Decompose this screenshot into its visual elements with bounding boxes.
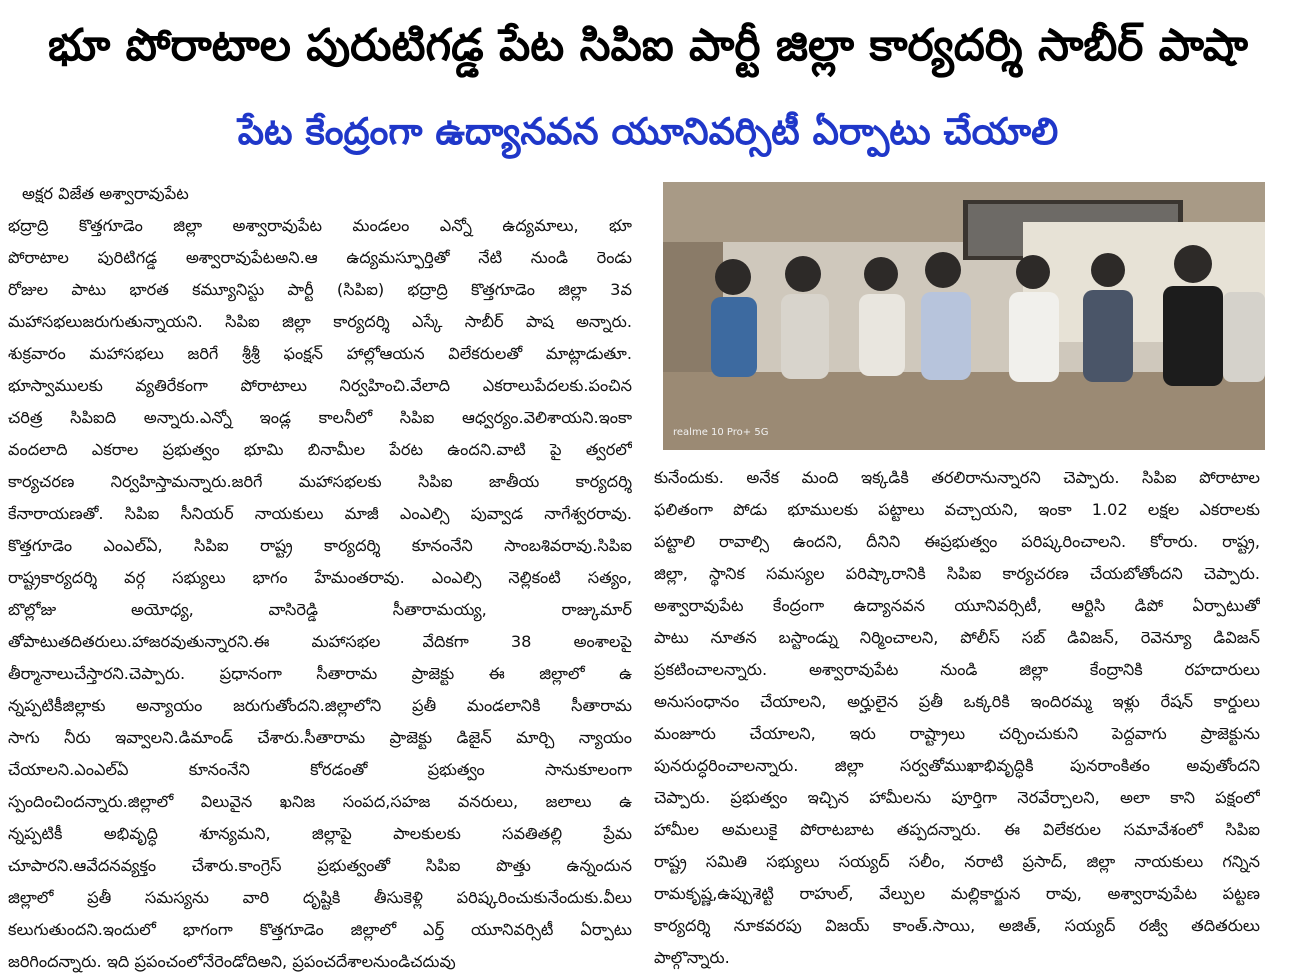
text-line: ఫలితంగా పోడు భూములకు పట్టాలు వచ్చాయని, ఇంకా 1.02 లక్షల ఎకరాలకు: [654, 500, 1260, 519]
text-line: పాటు నూతన బస్టాండ్ను నిర్మించాలని, పోలీస్ సబ్ డివిజన్, రెవెన్యూ డివిజన్: [654, 628, 1260, 647]
text-line: కేనారాయణతో. సిపిఐ సీనియర్ నాయకులు మాజీ ఎంఎల్సి పువ్వాడ నాగేశ్వరరావు.: [8, 504, 632, 523]
text-line: రోజుల పాటు భారత కమ్యూనిస్టు పార్టీ (సిపిఐ) భద్రాద్రి కొత్తగూడెం జిల్లా 3వ: [8, 280, 632, 299]
text-line: కలుగుతుందని.ఇందులో భాగంగా కొత్తగూడెం జిల్లాలో ఎర్త్ యూనివర్సిటీ ఏర్పాటు: [8, 920, 632, 939]
text-line: కొత్తగూడెం ఎంఎల్ఏ, సిపిఐ రాష్ట్ర కార్యదర్శి కూనంనేని సాంబశివరావు.సిపిఐ: [8, 536, 632, 555]
subheadline: పేట కేంద్రంగా ఉద్యానవన యూనివర్సిటీ ఏర్పాటు చేయాలి: [237, 110, 1059, 153]
text-line: భద్రాద్రి కొత్తగూడెం జిల్లా అశ్వారావుపేట మండలం ఎన్నో ఉద్యమాలు, భూ: [8, 216, 632, 235]
text-line: న్నప్పటికీ అభివృద్ధి శూన్యమని, జిల్లాపై పాలకులకు సవతితల్లి ప్రేమ: [8, 824, 632, 843]
text-line: జిల్లాలో ప్రతీ సమస్యను వారి దృష్టికి తీసుకెళ్లి పరిష్కరించుకునేందుకు.వీలు: [8, 888, 632, 907]
text-line: పోరాటాల పురిటిగడ్డ అశ్వారావుపేటఅని.ఆ ఉద్యమస్ఫూర్తితో నేటి నుండి రెండు: [8, 248, 632, 267]
text-line: చూపారని.ఆవేదనవ్యక్తం చేశారు.కాంగ్రెస్ ప్రభుత్వంతో సిపిఐ పొత్తు ఉన్నందున: [8, 856, 632, 875]
text-line: న్నప్పటికీజిల్లాకు అన్యాయం జరుగుతోందని.జిల్లాలోని ప్రతీ మండలానికి సీతారామ: [8, 696, 632, 715]
right-column: [654, 462, 1260, 974]
text-line: సాగు నీరు ఇవ్వాలని.డిమాండ్ చేశారు.సీతారామ ప్రాజెక్టు డిజైన్ మార్చి న్యాయం: [8, 728, 632, 747]
text-line: జిల్లా, స్థానిక సమస్యల పరిష్కారానికి సిపిఐ కార్యచరణ చేయబోతోందని చెప్పారు.: [654, 564, 1260, 583]
headline: భూ పోరాటాల పురుటిగడ్డ పేట సిపిఐ పార్టీ జిల్లా కార్యదర్శి సాబీర్ పాషా: [47, 20, 1249, 71]
text-line: పునరుద్ధరించాలన్నారు. జిల్లా సర్వతోముఖాభివృద్ధికి పునరాంకితం అవుతోందని: [654, 756, 1260, 775]
text-line: అనుసంధానం చేయాలని, అర్హులైన ప్రతీ ఒక్కరికి ఇందిరమ్మ ఇళ్లు రేషన్ కార్డులు: [654, 692, 1260, 711]
text-line: ప్రకటించాలన్నారు. అశ్వారావుపేట నుండి జిల్లా కేంద్రానికి రహదారులు: [654, 660, 1260, 679]
text-line: శుక్రవారం మహాసభలు జరిగే శ్రీశ్రీ ఫంక్షన్ హాల్లోఆయన విలేకరులతో మాట్లాడుతూ.: [8, 344, 632, 363]
text-line: భూస్వాములకు వ్యతిరేకంగా పోరాటాలు నిర్వహించి.వేలాది ఎకరాలుపేదలకు.పంచిన: [8, 376, 632, 395]
text-line: వందలాది ఎకరాల ప్రభుత్వం భూమి బినామీల పేరట ఉందని.వాటి పై త్వరలో: [8, 440, 632, 459]
text-line: పట్టాలి రావాల్సి ఉందని, దీనిని ఈప్రభుత్వం పరిష్కరించాలని. కోరారు. రాష్ట్ర,: [654, 532, 1260, 551]
text-line: కునేందుకు. అనేక మంది ఇక్కడికి తరలిరానున్నారని చెప్పారు. సిపిఐ పోరాటాల: [654, 468, 1260, 487]
left-column: [8, 178, 632, 978]
text-line: జరిగిందన్నారు. ఇది ప్రపంచంలోనేరెండోదిఅని, ప్రపంచదేశాలనుండిచదువు: [8, 952, 456, 971]
text-line: రాష్ట్రకార్యదర్శి వర్గ సభ్యులు భాగం హేమంతరావు. ఎంఎల్సి నెల్లికంటి సత్యం,: [8, 568, 632, 587]
text-line: తోపాటుతదితరులు.హాజరవుతున్నారని.ఈ మహాసభల వేదికగా 38 అంశాలపై: [8, 632, 632, 651]
text-line: మంజూరు చేయాలని, ఇరు రాష్ట్రాలు చర్చించుకుని పెద్దవాగు ప్రాజెక్టును: [654, 724, 1260, 743]
photo-watermark: realme 10 Pro+ 5G: [673, 427, 769, 438]
text-line: చేయాలని.ఎంఎల్ఏ కూనంనేని కోరడంతో ప్రభుత్వం సానుకూలంగా: [8, 760, 632, 779]
text-line: హామీల అమలుకై పోరాటబాట తప్పదన్నారు. ఈ విలేకరుల సమావేశంలో సిపిఐ: [654, 820, 1260, 839]
byline: అక్షర విజేత అశ్వారావుపేట: [22, 184, 189, 203]
text-line: కార్యదర్శి నూకవరపు విజయ్ కాంత్.సాయి, అజిత్, సయ్యద్ రజ్వీ తదితరులు: [654, 916, 1260, 935]
text-line: కార్యచరణ నిర్వహిస్తామన్నారు.జరిగే మహాసభలకు సిపిఐ జాతీయ కార్యదర్శి: [8, 472, 632, 491]
group-photo-illustration: [663, 182, 1265, 450]
text-line: చెప్పారు. ప్రభుత్వం ఇచ్చిన హామీలను పూర్తిగా నెరవేర్చాలని, అలా కాని పక్షంలో: [654, 788, 1260, 807]
text-line: మహాసభలుజరుగుతున్నాయని. సిపిఐ జిల్లా కార్యదర్శి ఎస్కే సాబీర్ పాష అన్నారు.: [8, 312, 632, 331]
text-line: బొల్లోజు అయోధ్య, వాసిరెడ్డి సీతారామయ్య, రాజ్కుమార్: [8, 600, 632, 619]
text-line: తీర్మానాలుచేస్తారని.చెప్పారు. ప్రధానంగా సీతారామ ప్రాజెక్టు ఈ జిల్లాలో ఉ: [8, 664, 632, 683]
text-line: స్పందించిందన్నారు.జిల్లాలో విలువైన ఖనిజ సంపద,సహజ వనరులు, జలాలు ఉ: [8, 792, 632, 811]
text-line: రామకృష్ణ,ఉప్పుశెట్టి రాహుల్, వేల్పుల మల్లికార్జున రావు, అశ్వారావుపేట పట్టణ: [654, 884, 1260, 903]
text-line: అశ్వారావుపేట కేంద్రంగా ఉద్యానవన యూనివర్సిటీ, ఆర్టిసి డిపో ఏర్పాటుతో: [654, 596, 1260, 615]
text-line: చరిత్ర సిపిఐది అన్నారు.ఎన్నో ఇండ్ల కాలనీలో సిపిఐ ఆధ్వర్యం.వెలిశాయని.ఇంకా: [8, 408, 632, 427]
text-line: పాల్గొన్నారు.: [654, 948, 730, 967]
news-photo: [663, 182, 1265, 450]
text-line: రాష్ట్ర సమితి సభ్యులు సయ్యద్ సలీం, నరాటి ప్రసాద్, జిల్లా నాయకులు గన్నిన: [654, 852, 1260, 871]
